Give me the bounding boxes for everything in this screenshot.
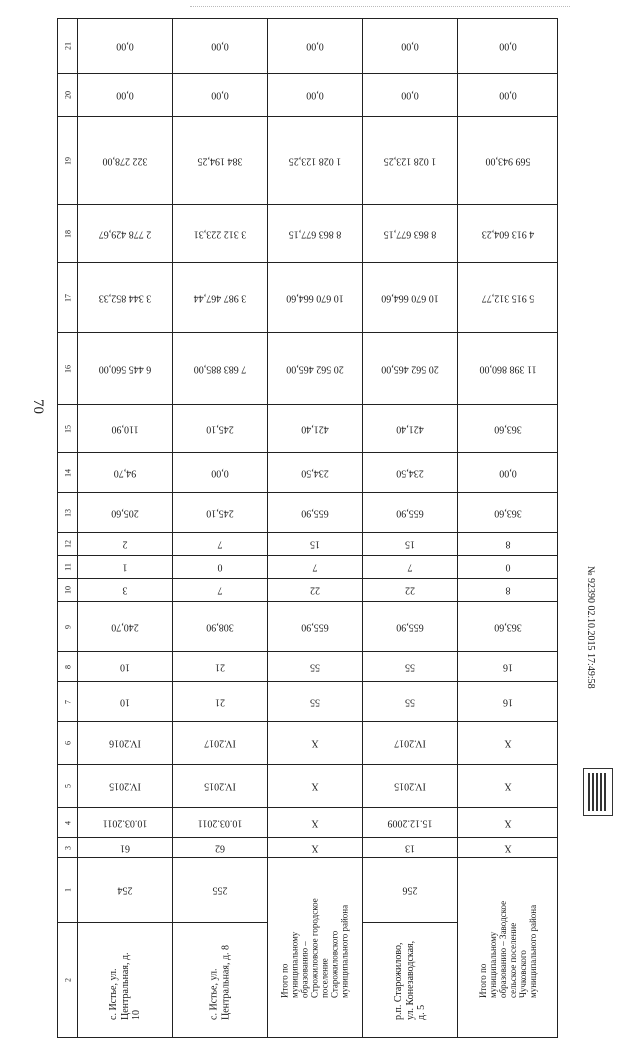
cell-value: 7 683 885,00 <box>193 363 247 374</box>
cell-value: 655,90 <box>301 621 329 632</box>
table-cell <box>78 74 173 117</box>
table-cell <box>78 556 173 579</box>
cell-value: 655,90 <box>301 507 329 518</box>
cell-value: 421,40 <box>301 423 329 434</box>
cell-value: 2 778 429,67 <box>98 228 152 239</box>
table-cell <box>173 405 268 453</box>
table-cell <box>458 808 558 838</box>
cell-value: 16 <box>502 696 513 707</box>
cell-value: X <box>503 817 512 828</box>
column-number: 16 <box>63 364 72 373</box>
column-number-cell <box>58 808 78 838</box>
cell-value: X <box>311 737 319 749</box>
table-cell <box>173 808 268 838</box>
table-cell <box>268 205 363 263</box>
cell-value: 62 <box>215 842 225 853</box>
column-number-cell <box>58 405 78 453</box>
table-cell <box>363 765 458 808</box>
table-cell <box>268 333 363 405</box>
table-cell <box>268 263 363 333</box>
table-band-col-13 <box>58 493 558 533</box>
table-band-col-20 <box>58 74 558 117</box>
cell-value: 1 <box>122 561 128 573</box>
column-number-cell <box>58 858 78 923</box>
table-cell <box>363 652 458 682</box>
cell-value: 0,00 <box>306 40 324 52</box>
cell-value: 7 <box>217 538 223 550</box>
cell-value: 0 <box>505 561 510 573</box>
table-band-col-9 <box>58 602 558 652</box>
table-cell <box>78 19 173 74</box>
table-cell <box>78 493 173 533</box>
cell-value: 15 <box>405 538 415 550</box>
cell-value: 245,10 <box>206 423 234 434</box>
column-number-cell <box>58 333 78 405</box>
table-band-col-1 <box>58 858 558 923</box>
table-band-col-4 <box>58 808 558 838</box>
column-number: 8 <box>63 664 72 669</box>
cell-value: 22 <box>405 584 415 596</box>
cell-value: 10 670 664,60 <box>286 292 344 303</box>
cell-value: 55 <box>310 661 320 672</box>
column-number: 4 <box>63 820 72 825</box>
table-band-col-18 <box>58 205 558 263</box>
cell-value: 10.03.2011 <box>197 817 243 828</box>
cell-value: 55 <box>310 696 320 707</box>
cell-value: 421,40 <box>396 423 424 434</box>
table-band-col-15 <box>58 405 558 453</box>
table-band-col-5 <box>58 765 558 808</box>
cell-value: 240,70 <box>111 621 139 632</box>
cell-value: X <box>503 780 512 792</box>
cell-value: р.п. Старожилово, ул. Конезаводская, д. 5 <box>392 940 427 1020</box>
table-cell <box>268 453 363 493</box>
cell-value: 0,00 <box>401 89 419 101</box>
cell-value: 1 028 123,25 <box>383 155 437 166</box>
table-cell <box>363 808 458 838</box>
registry-table-wrapper <box>57 18 557 1020</box>
cell-value: Итого по муниципальному образованию – Стрoжиловское городское поселение Старожиловского муниципального района <box>279 897 351 998</box>
cell-value: 15 <box>310 538 320 550</box>
table-cell <box>458 765 558 808</box>
cell-value: с. Истье, ул. Центральная, д. 8 <box>208 944 231 1020</box>
table-cell <box>458 74 558 117</box>
table-cell <box>363 19 458 74</box>
table-band-col-3 <box>58 838 558 858</box>
cell-value: 655,90 <box>396 507 424 518</box>
cell-value: 0,00 <box>211 40 229 52</box>
cell-value: 1 028 123,25 <box>288 155 342 166</box>
cell-value: 3 <box>122 584 128 596</box>
cell-value: 10 <box>120 661 130 672</box>
cell-value: X <box>503 842 512 853</box>
table-cell <box>78 602 173 652</box>
table-cell <box>78 453 173 493</box>
table-cell <box>363 602 458 652</box>
table-cell <box>78 205 173 263</box>
table-cell <box>363 117 458 205</box>
cell-value: 11 398 860,00 <box>478 363 537 374</box>
cell-value: 2 <box>122 538 128 550</box>
table-cell <box>268 579 363 602</box>
table-band-col-10 <box>58 579 558 602</box>
cell-value: 569 943,00 <box>485 155 530 166</box>
cell-value: 15.12.2009 <box>387 817 433 828</box>
cell-value: 254 <box>117 884 133 896</box>
table-cell <box>268 602 363 652</box>
cell-value: 6 445 560,00 <box>98 363 152 374</box>
cell-value: 7 <box>407 561 413 573</box>
column-number-cell <box>58 263 78 333</box>
table-cell <box>458 556 558 579</box>
column-number: 15 <box>63 424 72 433</box>
cell-value: 10 670 664,60 <box>381 292 439 303</box>
cell-value: 21 <box>215 661 225 672</box>
cell-value: 20 562 465,00 <box>381 363 439 374</box>
cell-value: 0 <box>217 561 223 573</box>
cell-value: 3 344 852,33 <box>98 292 152 303</box>
cell-value: 234,50 <box>301 467 329 478</box>
table-cell <box>268 117 363 205</box>
table-cell <box>173 333 268 405</box>
cell-value: 3 987 467,44 <box>193 292 247 303</box>
column-number: 3 <box>63 845 72 850</box>
table-cell <box>458 333 558 405</box>
cell-value: 384 194,25 <box>197 155 243 166</box>
cell-value: 3 312 223,31 <box>193 228 247 239</box>
column-number: 10 <box>63 586 72 594</box>
table-band-col-11 <box>58 556 558 579</box>
table-band-col-12 <box>58 533 558 556</box>
column-number: 18 <box>63 229 72 238</box>
cell-value: 7 <box>217 584 223 596</box>
table-cell <box>173 453 268 493</box>
cell-value: 0,00 <box>306 89 324 101</box>
table-cell <box>173 205 268 263</box>
column-number-cell <box>58 722 78 765</box>
table-cell <box>78 405 173 453</box>
table-cell <box>173 858 268 923</box>
column-number: 1 <box>63 888 72 892</box>
column-number-cell <box>58 765 78 808</box>
cell-value: 0,00 <box>211 89 229 101</box>
column-number-cell <box>58 19 78 74</box>
cell-value: 308,90 <box>206 621 234 632</box>
table-cell <box>458 722 558 765</box>
cell-value: 7 <box>312 561 318 573</box>
registry-table <box>57 18 558 1038</box>
table-band-col-8 <box>58 652 558 682</box>
table-cell <box>173 579 268 602</box>
table-cell <box>363 722 458 765</box>
table-cell <box>173 493 268 533</box>
table-cell <box>78 652 173 682</box>
table-cell <box>363 556 458 579</box>
table-cell <box>363 405 458 453</box>
cell-value: 10.03.2011 <box>102 817 148 828</box>
column-number: 12 <box>63 540 72 548</box>
table-cell <box>268 74 363 117</box>
table-cell <box>173 838 268 858</box>
cell-value: 16 <box>502 661 513 672</box>
table-cell <box>78 579 173 602</box>
table-cell <box>78 765 173 808</box>
cell-value: 655,90 <box>396 621 424 632</box>
table-cell <box>78 263 173 333</box>
column-number-cell <box>58 682 78 722</box>
table-cell <box>458 493 558 533</box>
scan-edge-marks <box>190 6 570 11</box>
column-number-cell <box>58 556 78 579</box>
cell-value: X <box>311 842 319 853</box>
table-cell <box>458 405 558 453</box>
column-number-cell <box>58 838 78 858</box>
column-number: 9 <box>63 624 72 629</box>
table-cell <box>458 838 558 858</box>
cell-value: IV.2015 <box>394 780 426 792</box>
cell-value: 234,50 <box>396 467 424 478</box>
cell-value: 363,60 <box>493 423 522 434</box>
column-number: 5 <box>63 784 72 788</box>
table-cell <box>363 205 458 263</box>
cell-value: IV.2017 <box>394 737 426 749</box>
table-cell <box>268 858 363 1038</box>
table-band-col-16 <box>58 333 558 405</box>
column-number-cell <box>58 453 78 493</box>
cell-value: 0,00 <box>401 40 419 52</box>
table-cell <box>363 579 458 602</box>
table-cell <box>78 533 173 556</box>
cell-value: 8 863 677,15 <box>383 228 437 239</box>
table-cell <box>363 333 458 405</box>
table-cell <box>363 453 458 493</box>
table-cell <box>173 682 268 722</box>
table-cell <box>268 682 363 722</box>
cell-value: 0,00 <box>498 40 517 52</box>
table-cell <box>173 652 268 682</box>
table-cell <box>458 19 558 74</box>
cell-value: 55 <box>405 661 415 672</box>
column-number-cell <box>58 602 78 652</box>
table-cell <box>458 682 558 722</box>
cell-value: 0,00 <box>116 89 134 101</box>
cell-value: 21 <box>215 696 225 707</box>
column-number: 19 <box>63 156 72 165</box>
table-cell <box>363 858 458 923</box>
table-band-col-19 <box>58 117 558 205</box>
table-cell <box>268 533 363 556</box>
table-cell <box>363 923 458 1038</box>
table-cell <box>78 722 173 765</box>
table-cell <box>363 493 458 533</box>
column-number-cell <box>58 205 78 263</box>
cell-value: 55 <box>405 696 415 707</box>
table-cell <box>458 205 558 263</box>
table-cell <box>363 682 458 722</box>
table-cell <box>268 493 363 533</box>
cell-value: 13 <box>405 842 415 853</box>
table-cell <box>173 117 268 205</box>
cell-value: 0,00 <box>116 40 134 52</box>
cell-value: 0,00 <box>498 467 517 478</box>
table-cell <box>458 579 558 602</box>
column-number-cell <box>58 74 78 117</box>
column-number-cell <box>58 579 78 602</box>
column-number: 20 <box>63 91 72 99</box>
column-number: 17 <box>63 293 72 302</box>
cell-value: IV.2017 <box>204 737 236 749</box>
table-cell <box>173 923 268 1038</box>
cell-value: 0,00 <box>211 467 229 478</box>
table-cell <box>458 858 558 1038</box>
page-number: 70 <box>30 399 46 414</box>
cell-value: 363,60 <box>493 507 522 518</box>
table-cell <box>458 263 558 333</box>
table-cell <box>268 556 363 579</box>
cell-value: IV.2015 <box>109 780 141 792</box>
column-number: 13 <box>63 508 72 517</box>
column-number: 6 <box>63 741 72 745</box>
table-cell <box>268 808 363 838</box>
table-cell <box>173 74 268 117</box>
table-cell <box>78 808 173 838</box>
column-number-cell <box>58 117 78 205</box>
table-cell <box>268 405 363 453</box>
column-number: 2 <box>63 978 72 982</box>
cell-value: 110,90 <box>111 423 139 434</box>
cell-value: IV.2016 <box>109 737 141 749</box>
table-cell <box>78 117 173 205</box>
table-cell <box>363 263 458 333</box>
cell-value: X <box>311 780 319 792</box>
table-cell <box>173 765 268 808</box>
column-number: 21 <box>63 42 72 50</box>
cell-value: 10 <box>120 696 130 707</box>
table-cell <box>78 858 173 923</box>
table-cell <box>363 533 458 556</box>
table-cell <box>78 923 173 1038</box>
cell-value: 8 <box>505 538 510 550</box>
table-cell <box>458 117 558 205</box>
table-cell <box>363 838 458 858</box>
table-cell <box>268 722 363 765</box>
table-cell <box>78 682 173 722</box>
table-cell <box>173 556 268 579</box>
registration-stamp: № 92390 02.10.2015 17:49:58 <box>585 566 596 689</box>
table-cell <box>458 652 558 682</box>
table-cell <box>458 602 558 652</box>
column-number-cell <box>58 652 78 682</box>
table-cell <box>173 263 268 333</box>
cell-value: X <box>503 737 512 749</box>
cell-value: 4 913 604,23 <box>481 228 534 239</box>
table-cell <box>268 765 363 808</box>
table-band-col-14 <box>58 453 558 493</box>
table-band-col-6 <box>58 722 558 765</box>
table-band-col-17 <box>58 263 558 333</box>
cell-value: 5 915 312,77 <box>481 292 534 303</box>
barcode-logo <box>583 768 613 816</box>
table-cell <box>173 722 268 765</box>
cell-value: IV.2015 <box>204 780 236 792</box>
table-cell <box>173 533 268 556</box>
cell-value: 8 <box>505 584 510 596</box>
cell-value: 245,10 <box>206 507 234 518</box>
cell-value: 0,00 <box>498 89 517 101</box>
column-number: 14 <box>63 468 72 477</box>
column-number: 7 <box>63 699 72 704</box>
cell-value: 363,60 <box>493 621 522 632</box>
cell-value: 61 <box>120 842 130 853</box>
cell-value: 20 562 465,00 <box>286 363 344 374</box>
cell-value: 94,70 <box>113 467 137 478</box>
cell-value: с. Истье, ул. Центральная, д. 10 <box>107 952 142 1020</box>
cell-value: 322 278,00 <box>102 155 148 166</box>
table-cell <box>173 19 268 74</box>
table-cell <box>363 74 458 117</box>
table-cell <box>268 838 363 858</box>
table-cell <box>458 533 558 556</box>
cell-value: 255 <box>212 884 228 896</box>
cell-value: 205,60 <box>111 507 139 518</box>
cell-value: X <box>311 817 319 828</box>
cell-value: 8 863 677,15 <box>288 228 342 239</box>
table-band-col-7 <box>58 682 558 722</box>
column-number-cell <box>58 493 78 533</box>
table-cell <box>268 652 363 682</box>
table-cell <box>458 453 558 493</box>
column-number: 11 <box>63 563 72 571</box>
table-cell <box>78 333 173 405</box>
table-cell <box>268 19 363 74</box>
table-cell <box>78 838 173 858</box>
cell-value: 256 <box>402 884 418 896</box>
table-cell <box>173 602 268 652</box>
cell-value: Итого по муниципальному образованию – Заводское сельское поселение Чучковского муниципального района <box>477 900 538 998</box>
cell-value: 22 <box>310 584 320 596</box>
column-number-cell <box>58 533 78 556</box>
column-number-cell <box>58 923 78 1038</box>
table-band-col-21 <box>58 19 558 74</box>
